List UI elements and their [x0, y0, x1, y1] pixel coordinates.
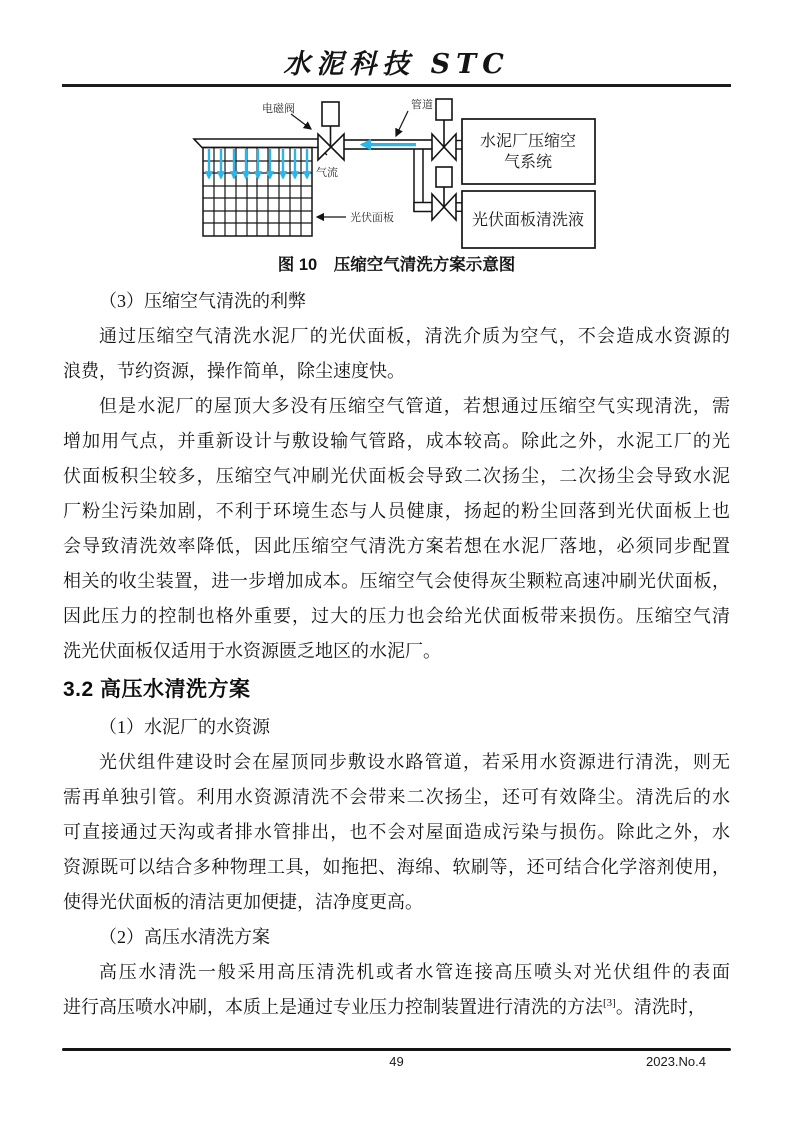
footer-rule — [62, 1048, 731, 1051]
compressed-air-system-label-line1: 水泥厂压缩空 — [479, 133, 577, 150]
text-line: 增加用气点，并重新设计与敷设输气管路，成本较高。除此之外，水泥工厂的光 — [63, 431, 730, 451]
text-line: 伏面板积尘较多，压缩空气冲刷光伏面板会导致二次扬尘，二次扬尘会导致水泥 — [63, 466, 730, 486]
page-footer — [63, 1054, 730, 1074]
journal-title: 水泥科技 STC — [283, 49, 510, 80]
pv-panel-label: 光伏面板 — [350, 212, 394, 224]
text-line: 进行高压喷水冲刷，本质上是通过专业压力控制装置进行清洗的方法[3]。清洗时， — [63, 997, 706, 1017]
paragraph-water-resources — [63, 745, 730, 920]
article-body — [63, 284, 730, 1025]
air-supply-valve — [432, 99, 456, 160]
pipe-label: 管道 — [411, 99, 433, 111]
compressed-air-system-box — [462, 119, 595, 184]
compressed-air-cleaning-schematic — [190, 96, 600, 253]
text-line: 浪费，节约资源，操作简单，除尘速度快。 — [63, 361, 405, 381]
cleaning-liquid-label: 光伏面板清洗液 — [471, 212, 585, 229]
text-line: 但是水泥厂的屋顶大多没有压缩空气管道，若想通过压缩空气实现清洗，需 — [99, 396, 730, 416]
figure-caption: 图 10 压缩空气清洗方案示意图 — [277, 256, 516, 274]
airflow-arrows — [209, 149, 307, 178]
pipe-callout-arrow — [396, 111, 408, 136]
text-line: 高压水清洗一般采用高压清洗机或者水管连接高压喷头对光伏组件的表面 — [99, 962, 730, 982]
paragraph-compressed-air-cons — [63, 389, 730, 669]
header-rule — [62, 84, 731, 87]
text-line: 通过压缩空气清洗水泥厂的光伏面板，清洗介质为空气，不会造成水资源的 — [99, 326, 730, 346]
text-line: 厂粉尘污染加剧，不利于环境生态与人员健康，扬起的粉尘回落到光伏面板上也 — [63, 501, 730, 521]
airflow-label: 气流 — [316, 167, 338, 179]
paragraph-compressed-air-pros — [63, 319, 730, 389]
issue-number: 2023.No.4 — [646, 1054, 706, 1069]
panel-manifold-bar — [194, 139, 319, 148]
subheading-2: （2）高压水清洗方案 — [99, 927, 270, 947]
figure-10-diagram — [190, 96, 600, 253]
solenoid-valve-callout-arrow — [291, 114, 311, 129]
cleaning-liquid-valve — [432, 167, 456, 220]
solenoid-valve-label: 电磁阀 — [262, 103, 295, 115]
solenoid-valve — [318, 102, 344, 160]
text-line: 会导致清洗效率降低，因此压缩空气清洗方案若想在水泥厂落地，必须同步配置 — [63, 536, 730, 556]
text-line: 需再单独引管。利用水资源清洗不会带来二次扬尘，还可有效降尘。清洗后的水 — [63, 787, 730, 807]
text-line: 洗光伏面板仅适用于水资源匮乏地区的水泥厂。 — [63, 641, 441, 661]
text-line: 相关的收尘装置，进一步增加成本。压缩空气会使得灰尘颗粒高速冲刷光伏面板， — [63, 571, 730, 591]
text-line: 因此压力的控制也格外重要，过大的压力也会给光伏面板带来损伤。压缩空气清 — [63, 606, 730, 626]
subheading-1: （1）水泥厂的水资源 — [99, 717, 270, 737]
subheading-3: （3）压缩空气清洗的利弊 — [99, 291, 306, 311]
text-line: 资源既可以结合多种物理工具，如拖把、海绵、软刷等，还可结合化学溶剂使用， — [63, 857, 730, 877]
page-number: 49 — [389, 1054, 404, 1069]
text-line: 使得光伏面板的清洁更加便捷，洁净度更高。 — [63, 892, 423, 912]
text-line: 可直接通过天沟或者排水管排出，也不会对屋面造成污染与损伤。除此之外，水 — [63, 822, 730, 842]
section-heading-3-2: 3.2 高压水清洗方案 — [63, 678, 251, 701]
compressed-air-system-label-line2: 气系统 — [503, 154, 553, 171]
text-line: 光伏组件建设时会在屋顶同步敷设水路管道，若采用水资源进行清洗，则无 — [99, 752, 730, 772]
paragraph-high-pressure-water — [63, 955, 730, 1025]
